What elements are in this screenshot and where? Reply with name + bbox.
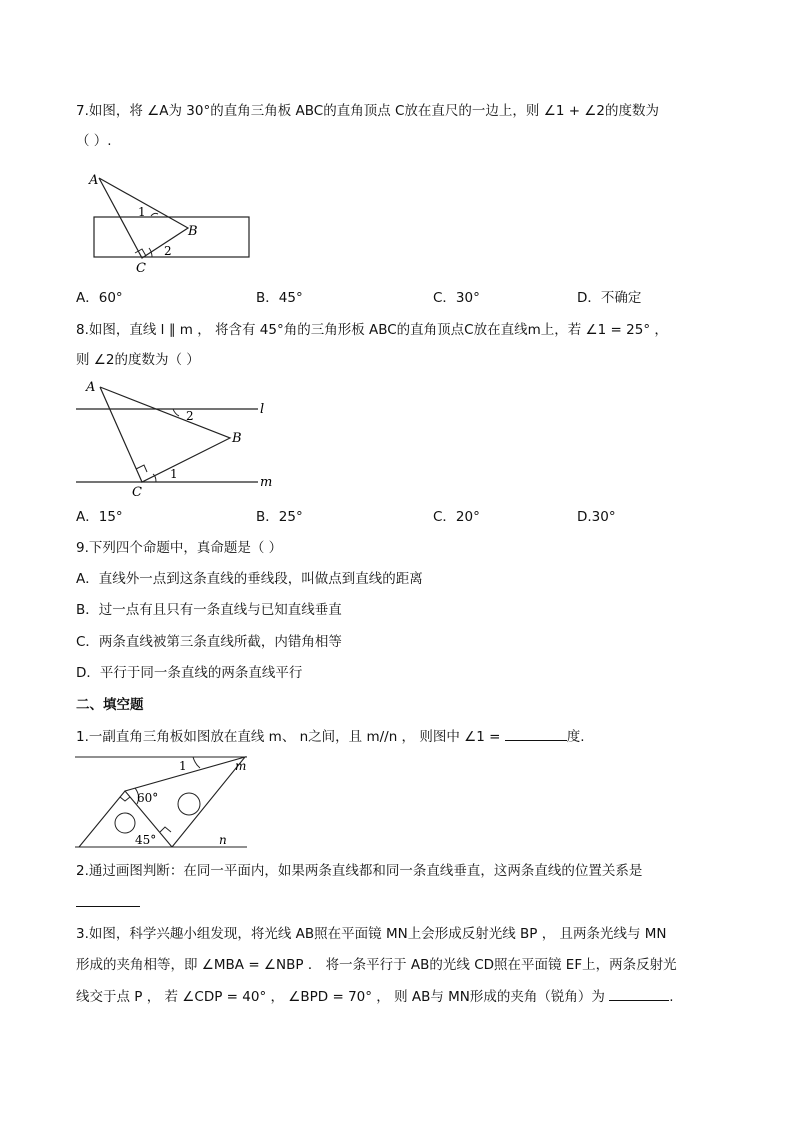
label-a: A (89, 173, 99, 188)
q7-option-a[interactable]: A．60° (76, 290, 123, 306)
f2-answer-blank[interactable] (76, 892, 140, 907)
angle1-arc (151, 213, 158, 216)
q8-option-b[interactable]: B．25° (256, 509, 303, 525)
label-1: 1 (138, 205, 146, 219)
f1-text-after: 度. (566, 729, 585, 745)
q8-stem-line2: 则 ∠2的度数为（ ） (76, 352, 200, 368)
f1-text: 1.一副直角三角板如图放在直线 m、 n之间，且 m//n ， 则图中 ∠1 = (76, 729, 505, 745)
q8-stem-line1: 8.如图，直线 l ∥ m ， 将含有 45°角的三角形板 ABC的直角顶点C放在直线m上，若 ∠1 = 25° ， (76, 322, 668, 338)
label-2: 2 (164, 244, 172, 258)
label-1: 1 (179, 759, 187, 773)
f2-answer-line (76, 892, 140, 913)
f3-stem-line1: 3.如图，科学兴趣小组发现，将光线 AB照在平面镜 MN上会形成反射光线 BP ， 且两条光线与 MN (76, 926, 667, 942)
q7-figure (80, 166, 260, 278)
q7-stem-line2: （ ）. (76, 133, 112, 149)
label-45: 45° (135, 833, 157, 847)
f3-text-after: . (669, 989, 674, 1005)
hole-60 (178, 793, 200, 815)
angle2-arc (173, 409, 179, 416)
label-a: A (86, 380, 96, 395)
f2-stem: 2.通过画图判断：在同一平面内，如果两条直线都和同一条直线垂直，这两条直线的位置关系是 (76, 863, 643, 879)
label-m: m (235, 759, 247, 773)
label-b: B (232, 431, 242, 446)
f3-text: 线交于点 P ， 若 ∠CDP = 40° ， ∠BPD = 70° ， 则 AB与 MN形成的夹角（锐角）为 (76, 989, 610, 1005)
q7-stem-line1: 7.如图，将 ∠A为 30°的直角三角板 ABC的直角顶点 C放在直尺的一边上，则 ∠1 + ∠2的度数为 (76, 103, 659, 119)
q9-stem: 9.下列四个命题中，真命题是（ ） (76, 540, 283, 556)
label-2: 2 (186, 409, 194, 423)
right-angle-mark-60 (160, 827, 171, 832)
f1-figure (75, 754, 265, 850)
section-heading: 二、填空题 (76, 697, 144, 713)
q9-option-a[interactable]: A．直线外一点到这条直线的垂线段，叫做点到直线的距离 (76, 571, 423, 587)
label-1: 1 (170, 467, 178, 481)
label-c: C (132, 485, 142, 500)
q8-option-a[interactable]: A．15° (76, 509, 123, 525)
q7-option-d[interactable]: D．不确定 (577, 290, 642, 306)
label-60: 60° (137, 791, 159, 805)
f3-stem-line2: 形成的夹角相等，即 ∠MBA = ∠NBP ． 将一条平行于 AB的光线 CD照在平面镜 EF上，两条反射光 (76, 957, 677, 973)
q9-option-d[interactable]: D．平行于同一条直线的两条直线平行 (76, 665, 303, 681)
label-c: C (136, 261, 146, 276)
f1-answer-blank[interactable] (505, 726, 567, 741)
q8-option-c[interactable]: C．20° (433, 509, 480, 525)
label-n: n (219, 833, 227, 847)
q7-option-c[interactable]: C．30° (433, 290, 480, 306)
triangle-abc (100, 387, 230, 482)
label-l: l (260, 402, 265, 417)
label-b: B (188, 224, 198, 239)
q8-figure (76, 376, 286, 500)
f3-answer-blank[interactable] (609, 986, 669, 1001)
q7-option-b[interactable]: B．45° (256, 290, 303, 306)
hole-45 (115, 813, 135, 833)
angle1-arc (193, 757, 200, 768)
f3-stem-line3 (76, 986, 674, 1007)
f1-stem (76, 726, 585, 747)
q8-option-d[interactable]: D.30° (577, 509, 616, 525)
q9-option-c[interactable]: C．两条直线被第三条直线所截，内错角相等 (76, 634, 342, 650)
right-angle-mark-45 (120, 797, 130, 801)
label-m: m (260, 475, 273, 490)
q9-option-b[interactable]: B．过一点有且只有一条直线与已知直线垂直 (76, 602, 342, 618)
